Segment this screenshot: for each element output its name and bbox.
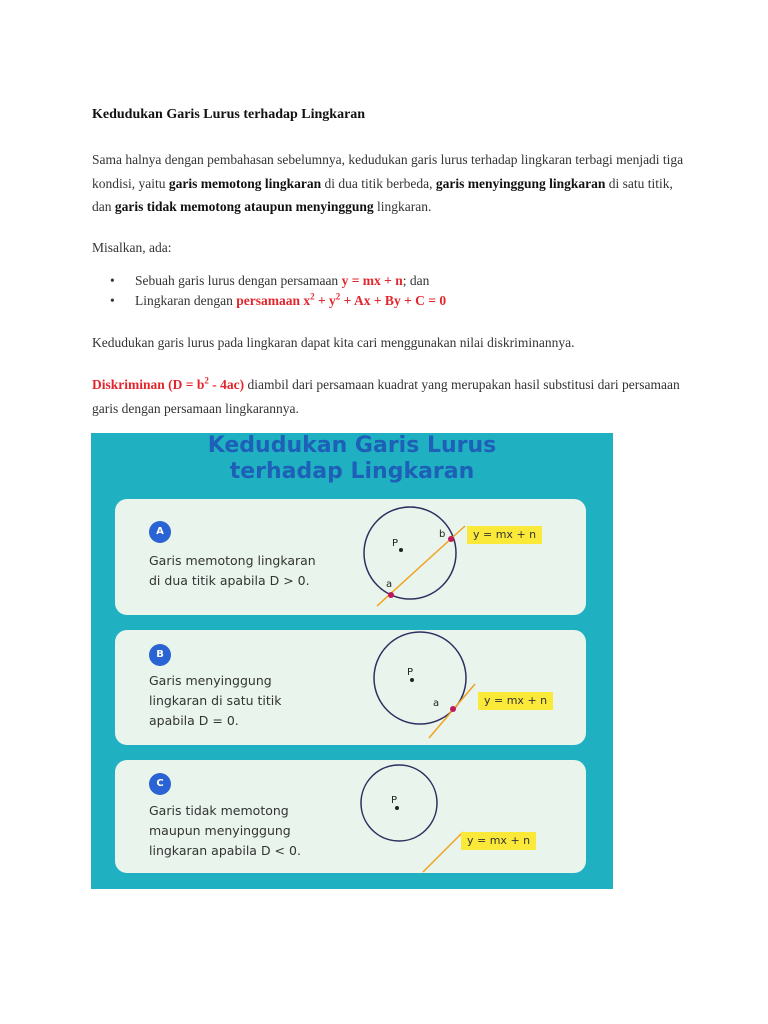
tangent-diagram	[115, 630, 586, 745]
no-intersect-diagram	[115, 760, 586, 873]
circle-equation: persamaan $x^2 + y^2 + Ax + By + C = 0$	[236, 291, 447, 308]
point-b-label: b	[439, 529, 446, 540]
diskriminan-label: Diskriminan $(D = b^2 - 4ac)$	[92, 375, 245, 392]
bullet-dot-icon: •	[110, 273, 115, 288]
circle-shape	[364, 507, 456, 599]
intro-bold-3: garis tidak memotong ataupun menyinggung	[114, 199, 374, 214]
diskriminan-paragraph	[92, 373, 692, 420]
point-a-label: a	[433, 698, 440, 709]
center-point	[410, 678, 414, 682]
diskriminan-text: diambil dari persamaan kuadrat yang merupakan hasil substitusi dari persamaan garis dengan persamaan lingkarannya.	[92, 377, 680, 416]
card-intersect	[115, 499, 586, 615]
point-a	[388, 592, 394, 598]
badge-b: B	[149, 644, 171, 666]
misalkan-text: Misalkan, ada:	[92, 240, 172, 255]
page-title: Kedudukan Garis Lurus terhadap Lingkaran	[92, 107, 366, 122]
card-a-text: Garis memotong lingkaran di dua titik apabila D > 0.	[149, 553, 316, 588]
bullet-list	[110, 271, 446, 311]
intro-text-4: lingkaran.	[373, 199, 432, 214]
line-equation: y = mx + n	[341, 273, 403, 288]
intro-bold-1: garis memotong lingkaran	[168, 175, 322, 191]
point-a	[450, 706, 456, 712]
bullet-dot-icon: •	[110, 293, 115, 308]
center-point	[399, 548, 403, 552]
infographic	[91, 433, 613, 889]
card-tangent	[115, 630, 586, 745]
intro-text-1: Sama halnya dengan pembahasan sebelumnya, kedudukan garis lurus terhadap lingkaran terbagi menjadi tiga kondisi, yaitu	[92, 152, 684, 191]
intro-text-2: di dua titik berbeda,	[321, 175, 436, 191]
card-no-intersect	[115, 760, 586, 873]
intro-bold-2: garis menyinggung lingkaran	[435, 175, 606, 191]
bullet-2-text: Lingkaran dengan	[135, 293, 237, 308]
point-a-label: a	[386, 579, 393, 590]
card-c-text: Garis tidak memotong maupun menyinggung lingkaran apabila D < 0.	[149, 803, 301, 858]
outside-line	[423, 832, 463, 872]
center-label: P	[392, 538, 399, 549]
infographic-title-line2: terhadap Lingkaran	[229, 459, 475, 484]
point-b	[448, 536, 454, 542]
intersect-diagram	[115, 499, 586, 615]
equation-label: y = mx + n	[467, 526, 542, 544]
badge-a: A	[149, 521, 171, 543]
center-label: P	[391, 795, 398, 806]
center-point	[395, 806, 399, 810]
bullet-item-circle	[110, 291, 446, 311]
card-b-text: Garis menyinggung lingkaran di satu titik apabila D = 0.	[149, 673, 282, 728]
bullet-1-end: ; dan	[402, 273, 430, 288]
kedudukan-text: Kedudukan garis lurus pada lingkaran dapat kita cari menggunakan nilai diskriminannya.	[92, 335, 575, 350]
badge-c: C	[149, 773, 171, 795]
intro-text-3: di satu titik, dan	[92, 175, 673, 214]
bullet-1-text: Sebuah garis lurus dengan persamaan	[135, 273, 342, 288]
intro-paragraph	[92, 148, 692, 219]
center-label: P	[407, 667, 414, 678]
infographic-title-line1: Kedudukan Garis Lurus	[207, 433, 497, 458]
bullet-item-line	[110, 271, 446, 291]
circle-shape	[361, 765, 437, 841]
equation-label: y = mx + n	[478, 692, 553, 710]
equation-label: y = mx + n	[461, 832, 536, 850]
